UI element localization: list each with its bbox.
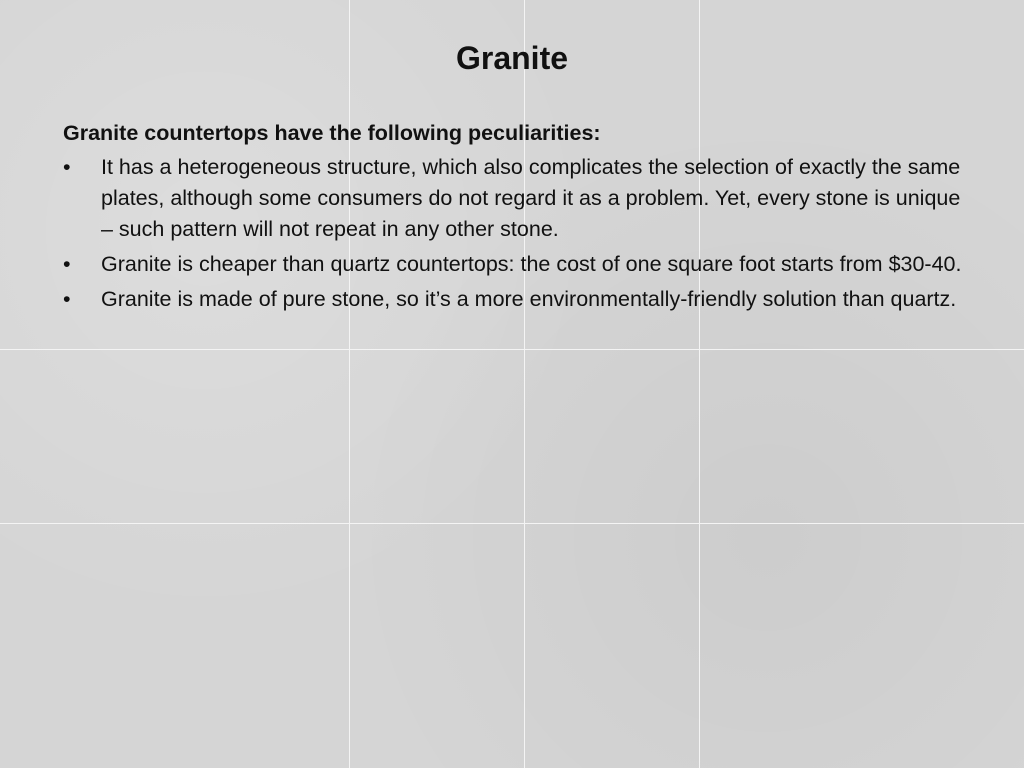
bullet-icon: • (63, 287, 71, 311)
bullet-text: It has a heterogeneous structure, which also complicates the selection of exactly the same plates, although some consumers do not regard it as a problem. Yet, every stone is unique – such pattern will not repeat in any other stone. (101, 155, 961, 241)
tile-divider (0, 349, 1024, 350)
tile-divider (349, 0, 350, 768)
bullet-text: Granite is made of pure stone, so it’s a more environmentally-friendly solution than quartz. (101, 287, 957, 311)
tile-divider (699, 0, 700, 768)
list-item (63, 284, 973, 315)
bullet-text: Granite is cheaper than quartz countertops: the cost of one square foot starts from $30-40. (101, 252, 962, 276)
list-item (63, 249, 973, 280)
tile-divider (0, 523, 1024, 524)
lead-text: Granite countertops have the following peculiarities: (63, 121, 601, 145)
list-item (63, 152, 973, 245)
bullet-icon: • (63, 252, 71, 276)
tile-divider (524, 0, 525, 768)
bullet-list (63, 152, 973, 315)
bullet-icon: • (63, 155, 71, 179)
slide-title: Granite (455, 40, 569, 76)
slide-body (63, 118, 973, 319)
